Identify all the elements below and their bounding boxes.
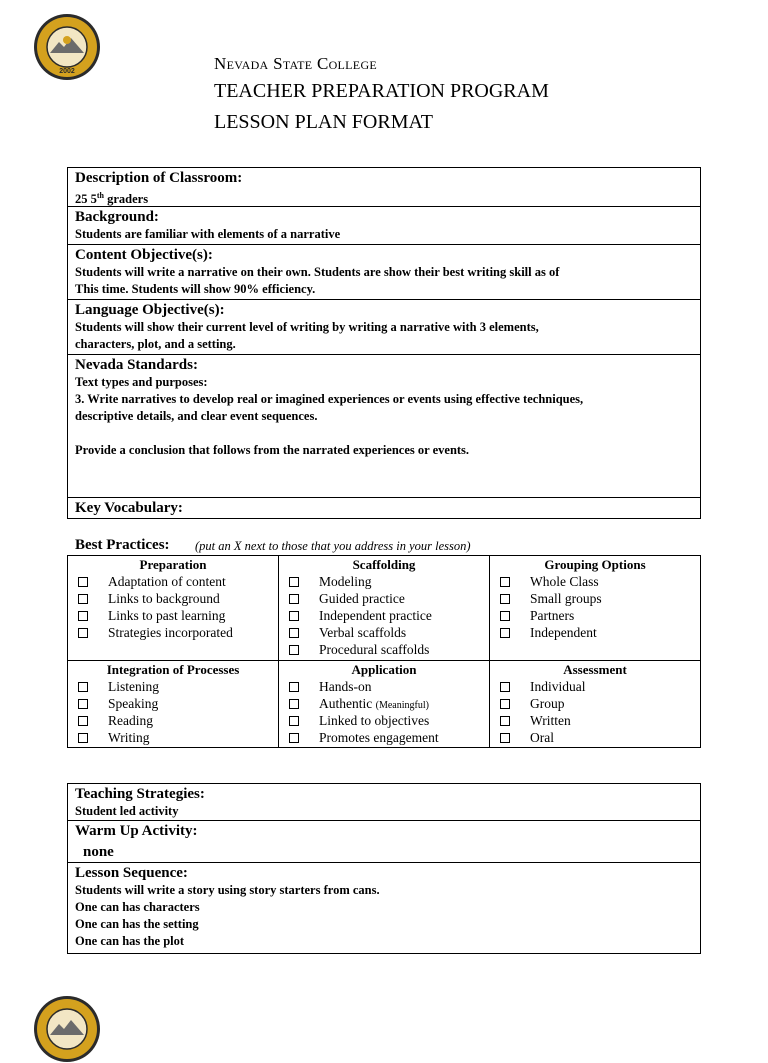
classroom-label: Description of Classroom: — [75, 170, 243, 186]
lesson-activities-box — [67, 783, 701, 954]
standards-row — [68, 355, 700, 498]
content-objective-line: Students will write a narrative on their own. Students are show their best writing skill as of — [75, 265, 560, 279]
checkbox[interactable] — [289, 682, 299, 692]
checkbox[interactable] — [78, 594, 88, 604]
checkbox[interactable] — [289, 645, 299, 655]
checkbox[interactable] — [289, 699, 299, 709]
checkbox[interactable] — [78, 733, 88, 743]
classroom-row — [68, 168, 700, 207]
checkbox[interactable] — [78, 682, 88, 692]
lesson-details-box — [67, 167, 701, 519]
checkbox-option: Independent practice — [279, 607, 489, 624]
checkbox[interactable] — [289, 611, 299, 621]
checkbox-option: Adaptation of content — [68, 573, 278, 590]
checkbox-option: Partners — [490, 607, 700, 624]
checkbox-option: Small groups — [490, 590, 700, 607]
format-title: LESSON PLAN FORMAT — [214, 111, 433, 133]
checkbox-option: Linked to objectives — [279, 712, 489, 729]
checkbox-option: Procedural scaffolds — [279, 641, 489, 658]
checkbox[interactable] — [500, 716, 510, 726]
content-objective-label: Content Objective(s): — [75, 247, 213, 263]
checkbox[interactable] — [289, 577, 299, 587]
application-heading: Application — [351, 662, 417, 677]
checkbox[interactable] — [289, 594, 299, 604]
background-label: Background: — [75, 209, 159, 225]
checkbox[interactable] — [289, 628, 299, 638]
svg-text:2002: 2002 — [59, 68, 75, 75]
checkbox[interactable] — [78, 716, 88, 726]
assessment-cell — [490, 661, 701, 748]
checkbox-option: Guided practice — [279, 590, 489, 607]
scaffolding-heading: Scaffolding — [352, 557, 416, 572]
scaffolding-cell — [279, 556, 490, 661]
content-objective-row — [68, 245, 700, 300]
checkbox-option: Writing — [68, 729, 278, 746]
college-name: Nevada State College — [214, 54, 378, 73]
college-seal-logo — [33, 13, 101, 81]
checkbox-option: Authentic (Meaningful) — [279, 695, 489, 712]
grouping-heading: Grouping Options — [544, 557, 646, 572]
best-practices-title: Best Practices: — [75, 537, 170, 553]
checkbox-option: Speaking — [68, 695, 278, 712]
teaching-strategies-row — [68, 784, 700, 821]
checkbox-option: Promotes engagement — [279, 729, 489, 746]
checkbox-option: Modeling — [279, 573, 489, 590]
checkbox-option: Independent — [490, 624, 700, 641]
program-title: TEACHER PREPARATION PROGRAM — [214, 80, 549, 102]
language-objective-line: Students will show their current level of writing by writing a narrative with 3 elements, — [75, 320, 539, 334]
checkbox-option: Written — [490, 712, 700, 729]
checkbox[interactable] — [78, 611, 88, 621]
checkbox[interactable] — [78, 699, 88, 709]
checkbox-option: Reading — [68, 712, 278, 729]
standards-line: Provide a conclusion that follows from the narrated experiences or events. — [75, 443, 470, 457]
checkbox-option: Group — [490, 695, 700, 712]
checkbox[interactable] — [78, 628, 88, 638]
checkbox-option: Links to past learning — [68, 607, 278, 624]
checkbox[interactable] — [500, 699, 510, 709]
lesson-sequence-label: Lesson Sequence: — [75, 865, 188, 881]
integration-heading: Integration of Processes — [106, 662, 240, 677]
standards-line: 3. Write narratives to develop real or imagined experiences or events using effective techniques, — [75, 392, 584, 406]
standards-label: Nevada Standards: — [75, 357, 198, 373]
checkbox-option: Strategies incorporated — [68, 624, 278, 641]
preparation-heading: Preparation — [139, 557, 207, 572]
language-objective-line: characters, plot, and a setting. — [75, 337, 236, 351]
standards-line: descriptive details, and clear event sequences. — [75, 409, 318, 423]
assessment-heading: Assessment — [563, 662, 627, 677]
checkbox[interactable] — [500, 594, 510, 604]
checkbox-option: Verbal scaffolds — [279, 624, 489, 641]
language-objective-label: Language Objective(s): — [75, 302, 225, 318]
checkbox[interactable] — [500, 733, 510, 743]
lesson-sequence-line: Students will write a story using story starters from cans. — [75, 883, 380, 897]
checkbox-option: Hands-on — [279, 678, 489, 695]
best-practices-note: (put an X next to those that you address in your lesson) — [195, 539, 471, 553]
checkbox[interactable] — [289, 716, 299, 726]
teaching-strategies-label: Teaching Strategies: — [75, 786, 205, 802]
lesson-sequence-row — [68, 863, 700, 953]
checkbox[interactable] — [500, 611, 510, 621]
college-seal-logo — [33, 995, 101, 1063]
checkbox-option: Individual — [490, 678, 700, 695]
checkbox[interactable] — [500, 628, 510, 638]
checkbox[interactable] — [289, 733, 299, 743]
background-row — [68, 207, 700, 245]
lesson-sequence-line: One can has characters — [75, 900, 200, 914]
checkbox-option: Whole Class — [490, 573, 700, 590]
warmup-row — [68, 821, 700, 863]
content-objective-line: This time. Students will show 90% efficiency. — [75, 282, 316, 296]
checkbox[interactable] — [500, 682, 510, 692]
application-cell — [279, 661, 490, 748]
background-value: Students are familiar with elements of a narrative — [75, 227, 341, 241]
grouping-cell — [490, 556, 701, 661]
checkbox-option: Links to background — [68, 590, 278, 607]
lesson-sequence-line: One can has the plot — [75, 934, 185, 948]
checkbox-option: Listening — [68, 678, 278, 695]
checkbox[interactable] — [500, 577, 510, 587]
vocabulary-label: Key Vocabulary: — [75, 500, 183, 516]
classroom-value: 25 5th graders — [75, 191, 149, 207]
checkbox-option: Oral — [490, 729, 700, 746]
checkbox[interactable] — [78, 577, 88, 587]
best-practices-table — [67, 555, 701, 748]
teaching-strategies-value: Student led activity — [75, 804, 179, 818]
lesson-sequence-line: One can has the setting — [75, 917, 199, 931]
language-objective-row — [68, 300, 700, 355]
warmup-value: none — [83, 844, 114, 860]
vocabulary-row — [68, 498, 700, 518]
preparation-cell — [68, 556, 279, 661]
integration-cell — [68, 661, 279, 748]
warmup-label: Warm Up Activity: — [75, 823, 198, 839]
standards-line: Text types and purposes: — [75, 375, 208, 389]
